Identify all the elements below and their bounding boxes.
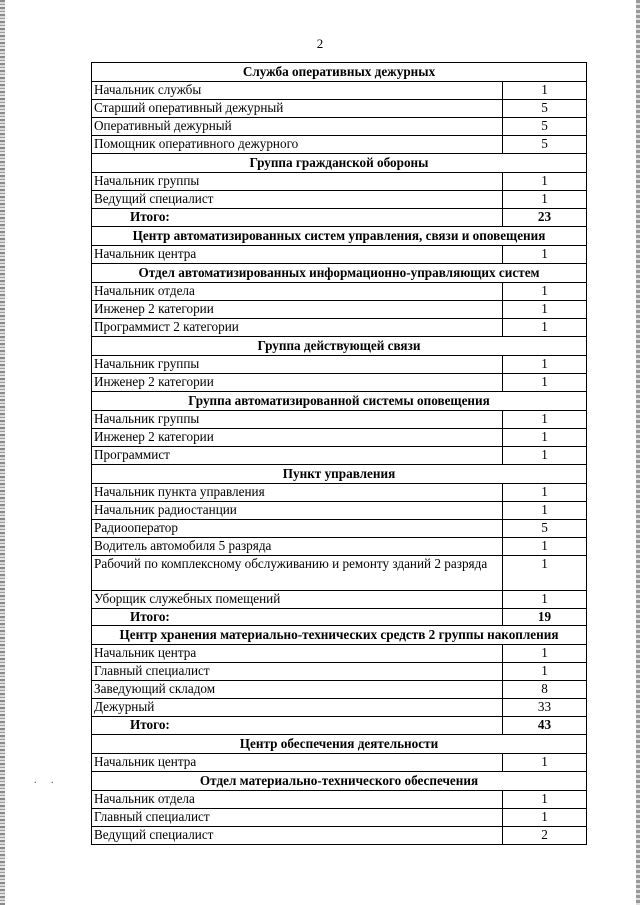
position-count: 1 [503,483,587,501]
position-row [92,245,587,263]
position-row [92,590,587,608]
position-name: Начальник пункта управления [92,483,503,501]
section-heading-row [92,336,587,355]
position-row [92,483,587,501]
section-title: Отдел материально-технического обеспечения [92,771,587,790]
position-row [92,555,587,590]
section-title: Группа действующей связи [92,336,587,355]
section-heading-row [92,626,587,645]
section-heading-row [92,734,587,753]
position-name: Старший оперативный дежурный [92,100,503,118]
position-count: 1 [503,373,587,391]
staffing-table-body [92,63,587,845]
section-heading-row [92,226,587,245]
position-name: Оперативный дежурный [92,118,503,136]
position-count: 1 [503,446,587,464]
position-count: 1 [503,808,587,826]
position-name: Заведующий складом [92,681,503,699]
position-count: 2 [503,826,587,844]
position-row [92,501,587,519]
position-name: Радиооператор [92,519,503,537]
position-row [92,446,587,464]
position-name: Главный специалист [92,663,503,681]
position-row [92,282,587,300]
total-count: 19 [503,608,587,626]
position-name: Главный специалист [92,808,503,826]
section-title: Отдел автоматизированных информационно-управляющих систем [92,263,587,282]
position-name: Уборщик служебных помещений [92,590,503,608]
section-heading-row [92,154,587,173]
section-title: Центр автоматизированных систем управления, связи и оповещения [92,226,587,245]
position-row [92,173,587,191]
total-label: Итого: [92,608,503,626]
position-name: Водитель автомобиля 5 разряда [92,537,503,555]
position-row [92,300,587,318]
position-row [92,790,587,808]
position-name: Ведущий специалист [92,826,503,844]
position-row [92,663,587,681]
position-row [92,753,587,771]
position-name: Начальник центра [92,245,503,263]
position-name: Ведущий специалист [92,191,503,209]
position-row [92,100,587,118]
position-count: 1 [503,318,587,336]
position-count: 1 [503,428,587,446]
position-name: Рабочий по комплексному обслуживанию и ремонту зданий 2 разряда [92,555,503,590]
position-name: Инженер 2 категории [92,300,503,318]
position-row [92,681,587,699]
position-row [92,118,587,136]
position-count: 5 [503,136,587,154]
position-name: Помощник оперативного дежурного [92,136,503,154]
position-row [92,699,587,717]
position-name: Начальник центра [92,645,503,663]
section-heading-row [92,464,587,483]
position-row [92,318,587,336]
position-count: 1 [503,355,587,373]
position-name: Начальник группы [92,355,503,373]
position-name: Начальник службы [92,82,503,100]
total-count: 43 [503,717,587,735]
position-count: 1 [503,410,587,428]
position-row [92,82,587,100]
position-count: 1 [503,590,587,608]
position-name: Начальник отдела [92,790,503,808]
position-row [92,519,587,537]
position-count: 5 [503,100,587,118]
position-name: Дежурный [92,699,503,717]
position-count: 1 [503,790,587,808]
section-title: Группа автоматизированной системы оповещения [92,391,587,410]
section-heading-row [92,771,587,790]
total-label: Итого: [92,717,503,735]
section-title: Центр хранения материально-технических средств 2 группы накопления [92,626,587,645]
position-count: 1 [503,753,587,771]
position-name: Программист [92,446,503,464]
position-count: 5 [503,118,587,136]
scan-edge-right [636,0,640,905]
position-count: 1 [503,191,587,209]
position-count: 1 [503,173,587,191]
position-name: Начальник отдела [92,282,503,300]
position-row [92,191,587,209]
section-heading-row [92,391,587,410]
position-count: 1 [503,501,587,519]
section-title: Центр обеспечения деятельности [92,734,587,753]
position-count: 8 [503,681,587,699]
position-count: 1 [503,555,587,590]
position-count: 5 [503,519,587,537]
position-count: 1 [503,645,587,663]
total-label: Итого: [92,209,503,227]
position-row [92,645,587,663]
position-count: 33 [503,699,587,717]
position-row [92,428,587,446]
total-count: 23 [503,209,587,227]
section-title: Группа гражданской обороны [92,154,587,173]
position-count: 1 [503,300,587,318]
position-count: 1 [503,663,587,681]
section-heading-row [92,263,587,282]
section-title: Служба оперативных дежурных [92,63,587,82]
scan-marks: . . [34,775,60,786]
section-heading-row [92,63,587,82]
position-count: 1 [503,282,587,300]
position-count: 1 [503,245,587,263]
position-row [92,410,587,428]
position-row [92,136,587,154]
position-count: 1 [503,537,587,555]
position-name: Начальник центра [92,753,503,771]
position-name: Инженер 2 категории [92,373,503,391]
total-row [92,717,587,735]
position-row [92,537,587,555]
position-name: Начальник группы [92,410,503,428]
total-row [92,209,587,227]
total-row [92,608,587,626]
position-name: Инженер 2 категории [92,428,503,446]
position-name: Программист 2 категории [92,318,503,336]
position-name: Начальник радиостанции [92,501,503,519]
position-row [92,808,587,826]
position-name: Начальник группы [92,173,503,191]
position-row [92,355,587,373]
position-count: 1 [503,82,587,100]
scan-edge-left [0,0,5,905]
position-row [92,826,587,844]
staffing-table [91,62,587,845]
section-title: Пункт управления [92,464,587,483]
position-row [92,373,587,391]
page-number: 2 [316,36,324,51]
